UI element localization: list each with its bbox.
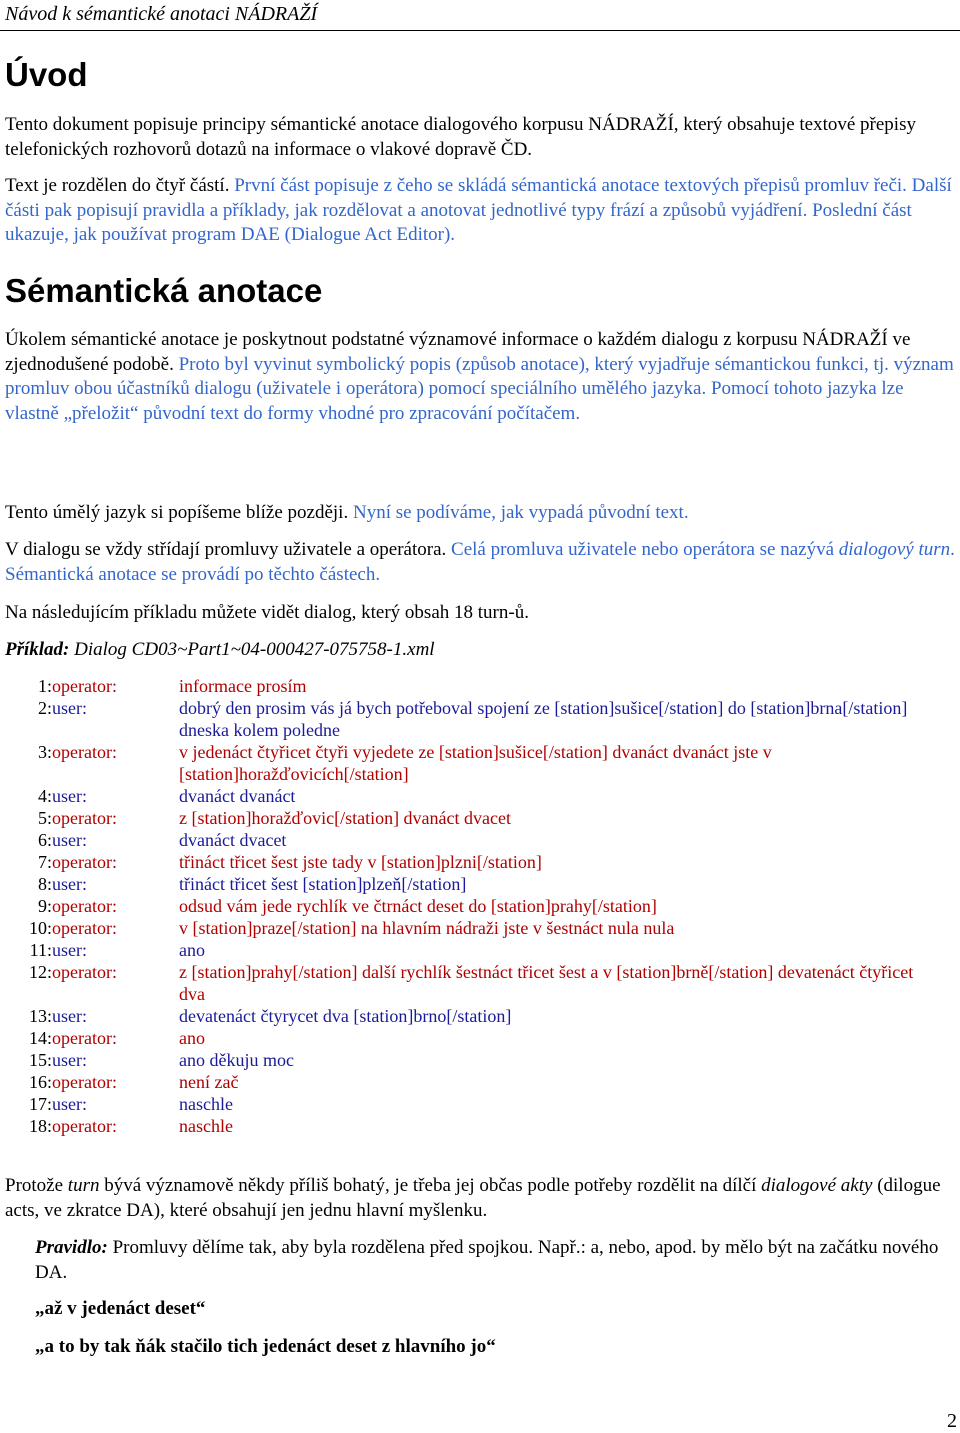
sem-p2-part-b: Nyní se podíváme, jak vypadá původní text. [348,502,689,523]
dialog-turn [0,961,960,1005]
turn-number: 13: [28,1006,52,1026]
after-p1-e: (dilogue acts, ve zkratce DA), které obsahují jen jednu hlavní myšlenku. [5,1175,941,1221]
turn-number: 18: [28,1116,52,1136]
turn-speaker: operator: [52,896,117,916]
sem-p1-part-d: Pomocí tohoto jazyka lze vlastně „přeložit“ původní text do formy vhodné pro zpracování počítačem. [5,378,904,424]
dialog-turn [0,675,960,697]
dialog-turn [0,873,960,895]
dialog-turn [0,1071,960,1093]
dialog-turn [0,1005,960,1027]
example-text: Dialog CD03~Part1~04-000427-075758-1.xml [69,639,435,660]
turn-speaker: operator: [52,962,117,982]
turn-text: devatenáct čtyrycet dva [station]brno[/station] [179,1006,512,1026]
rule-paragraph [35,1236,955,1285]
after-p1-b: turn [67,1175,100,1196]
sem-p1-part-b: Proto byl vyvinut symbolický popis (způsob anotace), který vyjadřuje sémantickou funkci, tj. [173,353,889,375]
sem-p3-part-e: Sémantická anotace se provádí po těchto částech. [5,563,381,585]
turn-text: dobrý den prosim vás já bych potřeboval spojení ze [station]sušice[/station] do [station]brna[/station] dneska kolem poledne [179,698,908,740]
turn-text: v [station]praze[/station] na hlavním nádraži jste v šestnáct nula nula [179,918,675,938]
page-number: 2 [947,1410,957,1432]
heading-intro: Úvod [5,56,88,93]
turn-number: 6: [37,830,52,850]
turn-text: naschle [179,1116,233,1136]
turn-text: není zač [179,1072,239,1092]
turn-number: 5: [37,808,52,828]
turn-speaker: operator: [52,1072,117,1092]
dialog-turn [0,741,960,785]
turn-speaker: user: [52,786,87,806]
semantic-paragraph-1 [5,328,955,426]
turn-number: 11: [29,940,52,960]
dialog-turn [0,917,960,939]
dialog-turn [0,851,960,873]
turn-number: 16: [28,1072,52,1092]
sem-p1-part-a: Úkolem sémantické anotace je poskytnout podstatné významové informace o každém dialogu z korpusu NÁDRAŽÍ ve zjednodušené podobě. [5,329,911,375]
turn-speaker: operator: [52,1028,117,1048]
after-p1-d: dialogové akty [761,1175,873,1196]
sem-p3-term: dialogový turn [838,539,951,560]
turn-number: 15: [28,1050,52,1070]
sem-p1-part-c: význam promluv obou účastníků dialogu (uživatele i operátora) pomocí speciálního umělého jazyka. [5,353,954,399]
turn-number: 10: [28,918,52,938]
intro-p2-part-c: Další části pak popisují pravidla a příklady, jak rozdělovat a anotovat jednotlivé typy frází a způsobů vyjádření. [5,175,952,221]
turn-text: dvanáct dvanáct [179,786,296,806]
turn-text: dvanáct dvacet [179,830,287,850]
after-p1-a: Protože [5,1175,68,1196]
turn-text: z [station]horažďovic[/station] dvanáct dvacet [179,808,511,828]
turn-speaker: operator: [52,852,117,872]
quote-2: „a to by tak ňák stačilo tich jedenáct deset z hlavního jo“ [35,1336,496,1357]
turn-number: 3: [37,742,52,762]
turn-speaker: operator: [52,1116,117,1136]
turn-text: v jedenáct čtyřicet čtyři vyjedete ze [station]sušice[/station] dvanáct dvanáct jste v [station]horažďovicích[/station] [179,742,772,784]
intro-paragraph-2 [5,174,955,248]
semantic-paragraph-2 [5,501,955,526]
dialog-turn [0,829,960,851]
turn-speaker: user: [52,1006,87,1026]
sem-p3-part-a: V dialogu se vždy střídají promluvy uživatele a operátora. [5,539,447,560]
turn-number: 8: [37,874,52,894]
turn-speaker: operator: [52,808,117,828]
turn-speaker: operator: [52,918,117,938]
turn-speaker: operator: [52,676,117,696]
turn-speaker: user: [52,1094,87,1114]
turn-text: ano [179,940,205,960]
sem-p3-part-d: . [950,539,955,560]
header-rule [0,30,960,31]
turn-text: ano děkuju moc [179,1050,294,1070]
turn-text: třináct třicet šest [station]plzeň[/station] [179,874,467,894]
dialog-turn [0,1093,960,1115]
dialog-turn [0,1027,960,1049]
intro-p2-part-b: První část popisuje z čeho se skládá sémantická anotace textových přepisů promluv řeči. [234,175,907,196]
running-header: Návod k sémantické anotaci NÁDRAŽÍ [5,3,318,25]
dialog-turn [0,1115,960,1137]
turn-number: 9: [37,896,52,916]
semantic-paragraph-3 [5,538,955,587]
intro-p2-part-d: Poslední část ukazuje, jak používat program DAE (Dialogue Act Editor). [5,199,912,245]
intro-p2-part-a: Text je rozdělen do čtyř částí. [5,175,235,196]
turn-speaker: user: [52,830,87,850]
turn-text: ano [179,1028,205,1048]
dialog-turn [0,895,960,917]
turn-number: 17: [28,1094,52,1114]
example-label: Příklad: [5,639,70,660]
turn-number: 7: [37,852,52,872]
turn-speaker: operator: [52,742,117,762]
after-p1-c: bývá významově někdy příliš bohatý, je třeba jej občas podle potřeby rozdělit na dílčí [99,1175,762,1196]
turn-number: 12: [28,962,52,982]
turn-text: třináct třicet šest jste tady v [station]plzni[/station] [179,852,542,872]
turn-speaker: user: [52,874,87,894]
turn-text: odsud vám jede rychlík ve čtrnáct deset do [station]prahy[/station] [179,896,657,916]
turn-number: 14: [28,1028,52,1048]
heading-semantic: Sémantická anotace [5,272,323,309]
dialog-turn [0,939,960,961]
after-paragraph-1 [5,1174,955,1223]
sem-p3-part-b: Celá promluva uživatele nebo operátora se nazývá [446,539,839,560]
turn-text: z [station]prahy[/station] další rychlík šestnáct třicet šest a v [station]brně[/station] devatenáct čtyřicet dva [179,962,914,1004]
turn-speaker: user: [52,698,87,718]
dialog-turn [0,785,960,807]
rule-text: Promluvy dělíme tak, aby byla rozdělena před spojkou. Např.: a, nebo, apod. by mělo být na začátku nového DA. [35,1237,939,1283]
turn-text: informace prosím [179,676,307,696]
intro-paragraph-1: Tento dokument popisuje principy sémantické anotace dialogového korpusu NÁDRAŽÍ, který obsahuje textové přepisy telefonických rozhovorů dotazů na informace o vlakové dopravě ČD. [5,114,916,160]
turn-number: 1: [37,676,52,696]
dialog-turn [0,697,960,741]
dialog-turn [0,1049,960,1071]
quote-1: „až v jedenáct deset“ [35,1298,206,1319]
dialog-turn [0,807,960,829]
turn-text: naschle [179,1094,233,1114]
example-caption [5,638,955,663]
semantic-paragraph-4: Na následujícím příkladu můžete vidět dialog, který obsah 18 turn-ů. [5,602,529,623]
dialog-listing [0,675,960,1137]
turn-number: 4: [37,786,52,806]
sem-p2-part-a: Tento úmělý jazyk si popíšeme blíže později. [5,502,349,523]
turn-number: 2: [37,698,52,718]
rule-label: Pravidlo: [35,1237,108,1258]
turn-speaker: user: [52,940,87,960]
turn-speaker: user: [52,1050,87,1070]
